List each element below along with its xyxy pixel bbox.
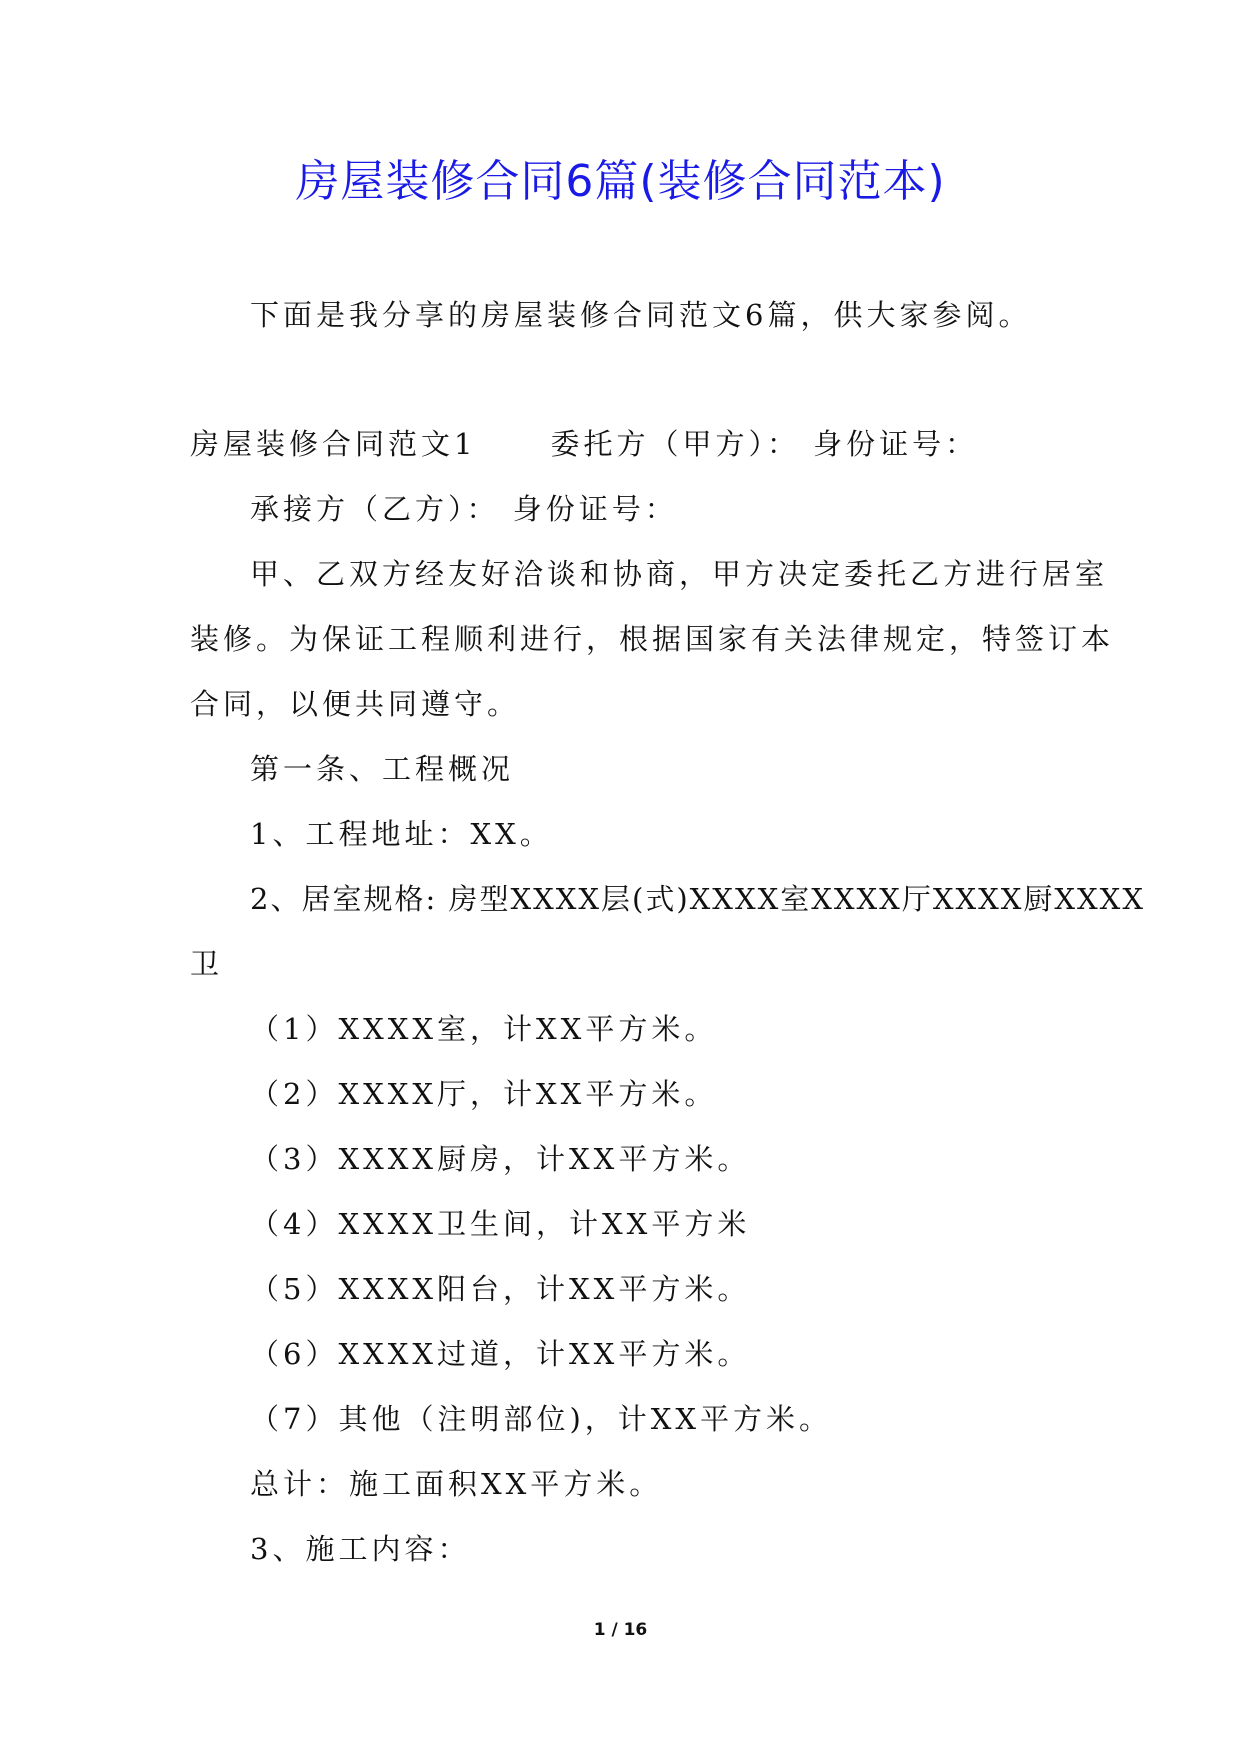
page-indicator: 1 / 16 (593, 1620, 648, 1640)
room-item: （6）XXXX过道，计XX平方米。 (250, 1337, 751, 1371)
document-title: 房屋装修合同6篇(装修合同范本) (295, 156, 946, 207)
party-a-label: 委托方（甲方）： 身份证号： (550, 427, 979, 461)
article-heading: 第一条、工程概况 (250, 752, 515, 786)
room-item: （4）XXXX卫生间，计XX平方米 (250, 1207, 751, 1241)
room-item: （3）XXXX厨房，计XX平方米。 (250, 1142, 751, 1176)
room-item: （2）XXXX厅，计XX平方米。 (250, 1077, 718, 1111)
intro-paragraph: 下面是我分享的房屋装修合同范文6篇，供大家参阅。 (250, 298, 1032, 332)
party-b-label: 承接方（乙方）： 身份证号： (250, 492, 678, 526)
contract-heading-label: 房屋装修合同范文1 (190, 427, 477, 461)
paragraph-line: 甲、乙双方经友好洽谈和协商，甲方决定委托乙方进行居室 (250, 557, 1109, 591)
contract-heading-line (190, 424, 978, 464)
room-item: （1）XXXX室，计XX平方米。 (250, 1012, 718, 1046)
list-item: 1、工程地址：XX。 (250, 817, 553, 851)
room-item: （7）其他（注明部位)，计XX平方米。 (250, 1402, 833, 1436)
paragraph-line: 装修。为保证工程顺利进行，根据国家有关法律规定，特签订本 (190, 622, 1115, 656)
paragraph-line: 合同，以便共同遵守。 (190, 687, 521, 721)
list-item-continuation: 卫 (190, 947, 224, 981)
list-item: 3、施工内容： (250, 1532, 471, 1566)
list-item: 2、居室规格: 房型XXXX层(式)XXXX室XXXX厅XXXX厨XXXX (250, 882, 1145, 916)
room-item: （5）XXXX阳台，计XX平方米。 (250, 1272, 751, 1306)
total-area: 总计：施工面积XX平方米。 (250, 1467, 663, 1501)
